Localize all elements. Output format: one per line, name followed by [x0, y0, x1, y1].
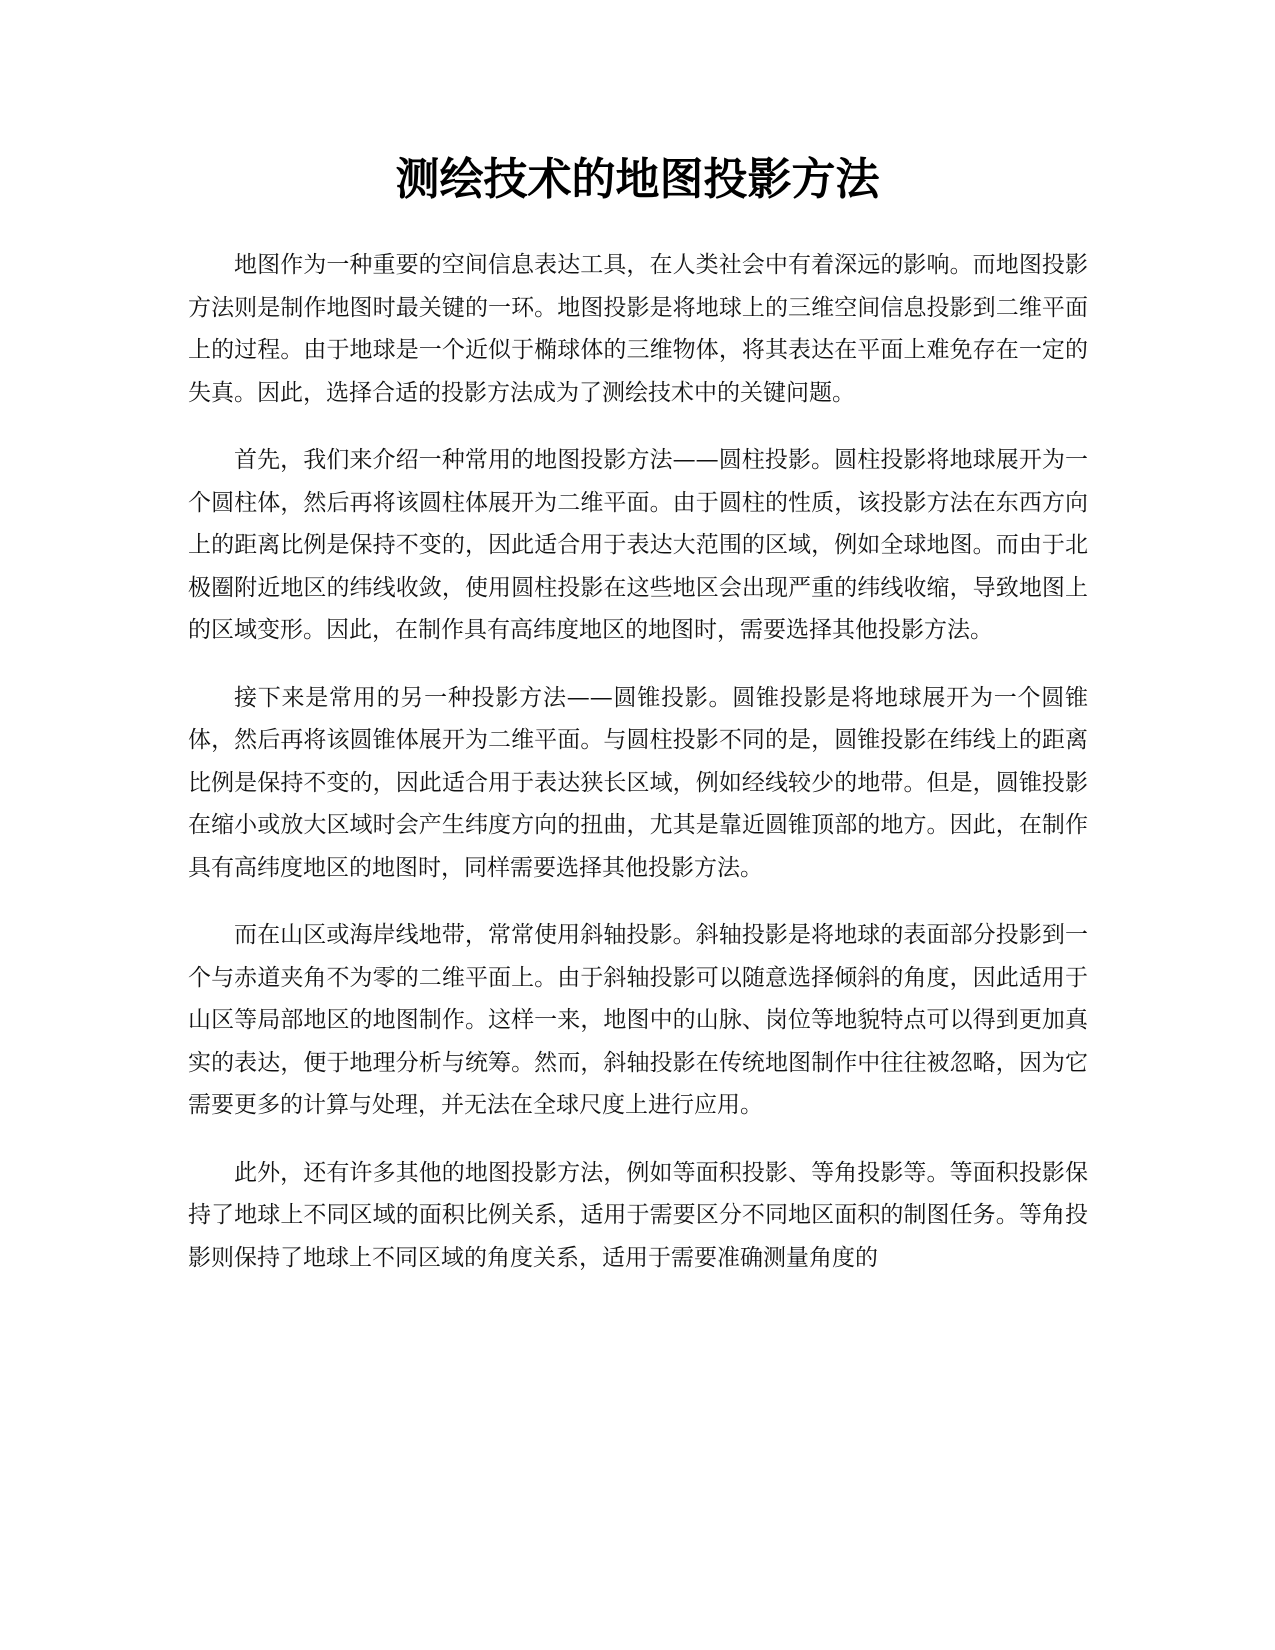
- paragraph: 接下来是常用的另一种投影方法——圆锥投影。圆锥投影是将地球展开为一个圆锥体，然后再将该圆锥体展开为二维平面。与圆柱投影不同的是，圆锥投影在纬线上的距离比例是保持不变的，因此适合用于表达狭长区域，例如经线较少的地带。但是，圆锥投影在缩小或放大区域时会产生纬度方向的扭曲，尤其是靠近圆锥顶部的地方。因此，在制作具有高纬度地区的地图时，同样需要选择其他投影方法。: [188, 684, 1088, 881]
- paragraph: 而在山区或海岸线地带，常常使用斜轴投影。斜轴投影是将地球的表面部分投影到一个与赤道夹角不为零的二维平面上。由于斜轴投影可以随意选择倾斜的角度，因此适用于山区等局部地区的地图制作。这样一来，地图中的山脉、岗位等地貌特点可以得到更加真实的表达，便于地理分析与统筹。然而，斜轴投影在传统地图制作中往往被忽略，因为它需要更多的计算与处理，并无法在全球尺度上进行应用。: [188, 922, 1088, 1118]
- paragraph: 地图作为一种重要的空间信息表达工具，在人类社会中有着深远的影响。而地图投影方法则是制作地图时最关键的一环。地图投影是将地球上的三维空间信息投影到二维平面上的过程。由于地球是一个近似于椭球体的三维物体，将其表达在平面上难免存在一定的失真。因此，选择合适的投影方法成为了测绘技术中的关键问题。: [188, 252, 1088, 406]
- paragraph: 首先，我们来介绍一种常用的地图投影方法——圆柱投影。圆柱投影将地球展开为一个圆柱体，然后再将该圆柱体展开为二维平面。由于圆柱的性质，该投影方法在东西方向上的距离比例是保持不变的，因此适合用于表达大范围的区域，例如全球地图。而由于北极圈附近地区的纬线收敛，使用圆柱投影在这些地区会出现严重的纬线收缩，导致地图上的区域变形。因此，在制作具有高纬度地区的地图时，需要选择其他投影方法。: [188, 447, 1088, 643]
- document-title: 测绘技术的地图投影方法: [395, 154, 880, 205]
- paragraph: 此外，还有许多其他的地图投影方法，例如等面积投影、等角投影等。等面积投影保持了地球上不同区域的面积比例关系，适用于需要区分不同地区面积的制图任务。等角投影则保持了地球上不同区域的角度关系，适用于需要准确测量角度的: [188, 1159, 1088, 1271]
- document-body: [188, 244, 1088, 1304]
